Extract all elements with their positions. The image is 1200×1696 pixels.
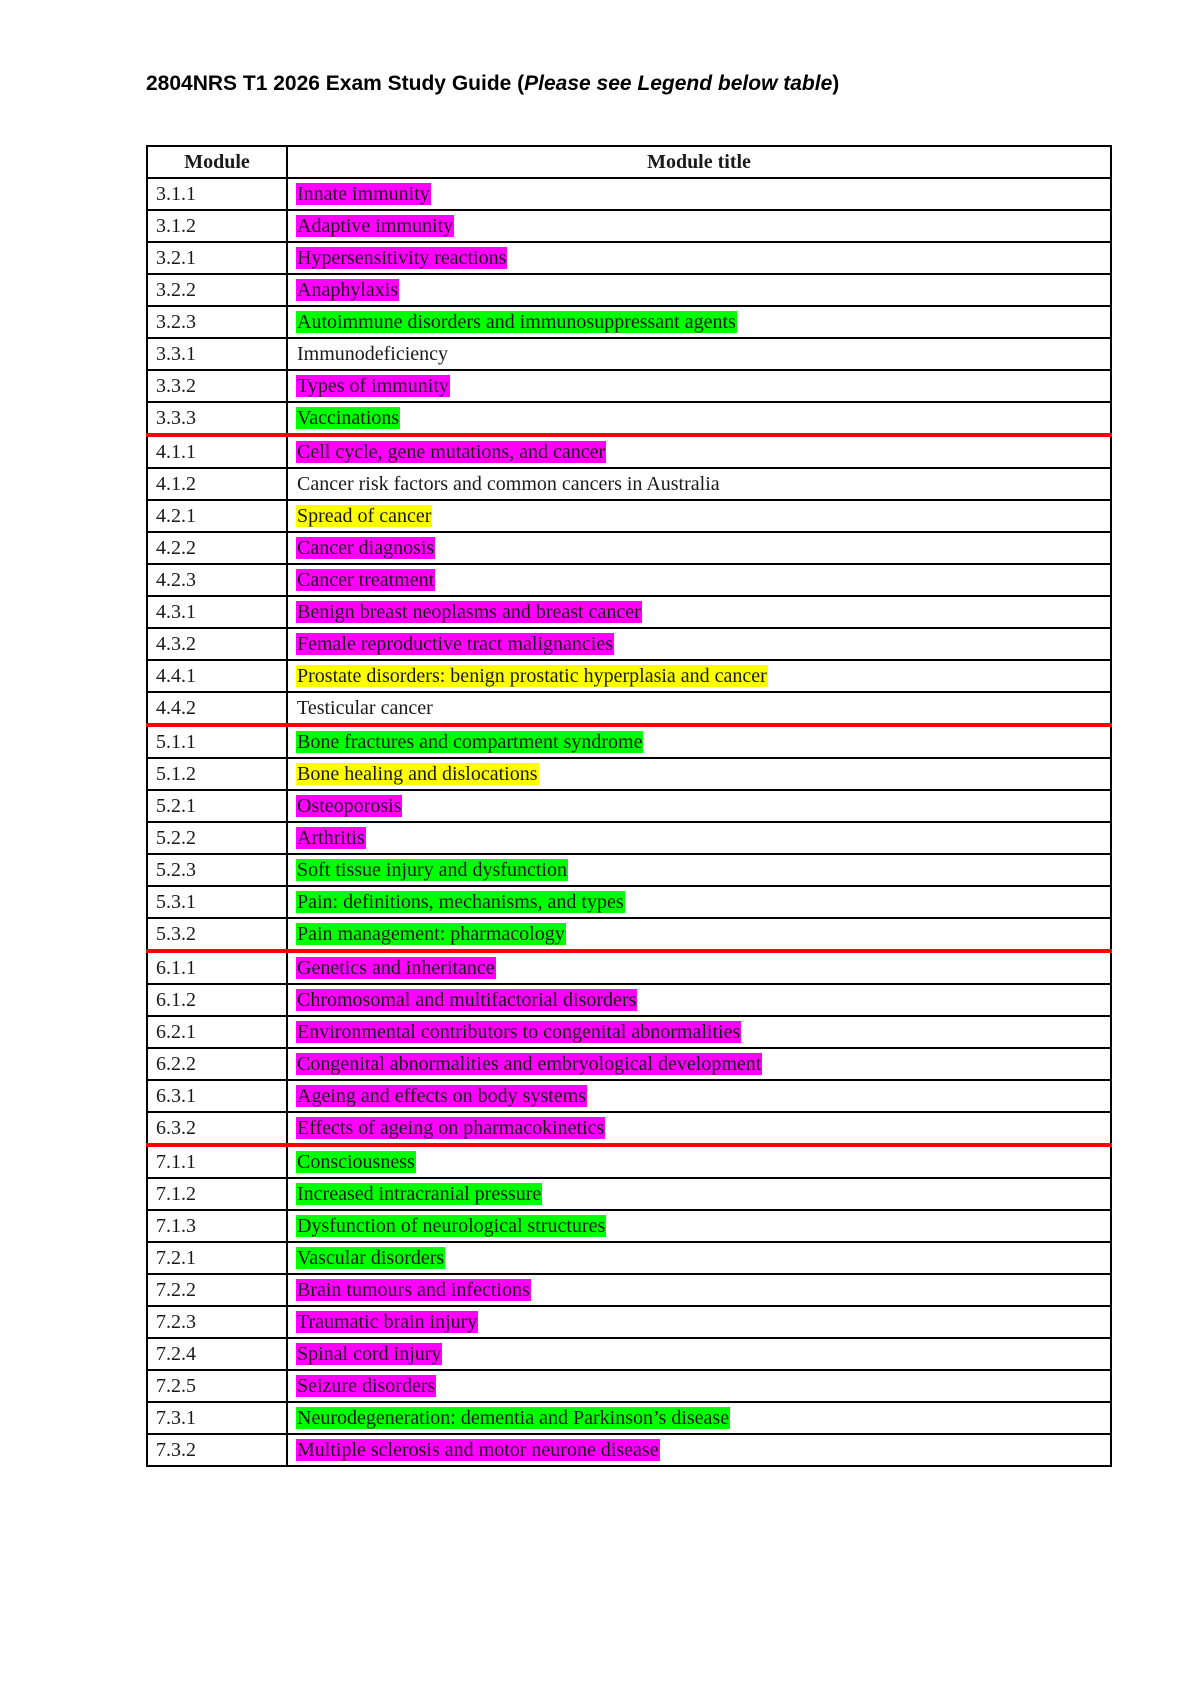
module-title-cell xyxy=(287,242,1111,274)
module-title-cell xyxy=(287,628,1111,660)
module-title-text: Traumatic brain injury xyxy=(297,1311,478,1333)
module-number-cell: 7.3.2 xyxy=(147,1434,287,1466)
module-title-cell xyxy=(287,1370,1111,1402)
table-row xyxy=(147,1402,1111,1434)
module-title-text: Seizure disorders xyxy=(297,1375,436,1397)
table-row xyxy=(147,1210,1111,1242)
module-title-text: Spread of cancer xyxy=(297,505,432,527)
module-title-cell xyxy=(287,274,1111,306)
module-title-text: Neurodegeneration: dementia and Parkinson’s disease xyxy=(297,1407,730,1429)
module-title-cell xyxy=(287,1210,1111,1242)
table-row xyxy=(147,984,1111,1016)
module-title-text: Bone healing and dislocations xyxy=(297,763,538,785)
table-row xyxy=(147,370,1111,402)
table-row xyxy=(147,338,1111,370)
module-title-cell xyxy=(287,1338,1111,1370)
module-number-cell: 4.4.1 xyxy=(147,660,287,692)
module-title-cell xyxy=(287,758,1111,790)
module-number-cell: 3.2.1 xyxy=(147,242,287,274)
module-title-text: Consciousness xyxy=(297,1151,415,1173)
table-body xyxy=(147,178,1111,1466)
module-number-cell: 3.3.2 xyxy=(147,370,287,402)
table-row xyxy=(147,1434,1111,1466)
module-title-cell xyxy=(287,1112,1111,1145)
table-row xyxy=(147,210,1111,242)
module-title-text: Multiple sclerosis and motor neurone disease xyxy=(297,1439,659,1461)
module-number-cell: 6.2.1 xyxy=(147,1016,287,1048)
module-title-text: Arthritis xyxy=(297,827,365,849)
table-row xyxy=(147,468,1111,500)
module-title-text: Vaccinations xyxy=(297,407,400,429)
module-title-text: Environmental contributors to congenital abnormalities xyxy=(297,1021,741,1043)
module-number-cell: 4.1.2 xyxy=(147,468,287,500)
table-row xyxy=(147,758,1111,790)
module-number-cell: 4.2.3 xyxy=(147,564,287,596)
title-end: ) xyxy=(832,72,840,95)
module-title-text: Soft tissue injury and dysfunction xyxy=(297,859,567,881)
module-title-cell xyxy=(287,692,1111,725)
table-row xyxy=(147,628,1111,660)
module-title-text: Innate immunity xyxy=(297,183,430,205)
module-number-cell: 3.2.3 xyxy=(147,306,287,338)
module-title-text: Pain management: pharmacology xyxy=(297,923,565,945)
table-row xyxy=(147,951,1111,984)
module-number-cell: 3.3.1 xyxy=(147,338,287,370)
module-title-cell xyxy=(287,1178,1111,1210)
module-title-cell xyxy=(287,500,1111,532)
module-title-cell xyxy=(287,1274,1111,1306)
module-title-text: Autoimmune disorders and immunosuppressant agents xyxy=(297,311,736,333)
module-title-text: Prostate disorders: benign prostatic hyperplasia and cancer xyxy=(297,665,767,687)
module-title-cell xyxy=(287,854,1111,886)
module-title-text: Pain: definitions, mechanisms, and types xyxy=(297,891,624,913)
module-title-cell xyxy=(287,1048,1111,1080)
table-row xyxy=(147,1242,1111,1274)
table-row xyxy=(147,1178,1111,1210)
module-title-cell xyxy=(287,1434,1111,1466)
table-row xyxy=(147,725,1111,758)
module-title-cell xyxy=(287,370,1111,402)
title-main: 2804NRS T1 2026 Exam Study Guide ( xyxy=(146,72,525,95)
module-title-text: Cancer diagnosis xyxy=(297,537,435,559)
module-number-cell: 7.1.2 xyxy=(147,1178,287,1210)
document-title xyxy=(146,72,839,96)
table-row xyxy=(147,1048,1111,1080)
module-title-cell xyxy=(287,1016,1111,1048)
table-row xyxy=(147,274,1111,306)
module-title-cell xyxy=(287,1306,1111,1338)
study-guide-table xyxy=(146,145,1112,1467)
module-title-text: Benign breast neoplasms and breast cancer xyxy=(297,601,641,623)
table-row xyxy=(147,692,1111,725)
module-title-text: Anaphylaxis xyxy=(297,279,399,301)
module-number-cell: 4.1.1 xyxy=(147,435,287,468)
module-title-cell xyxy=(287,178,1111,210)
module-number-cell: 5.1.2 xyxy=(147,758,287,790)
module-number-cell: 7.2.4 xyxy=(147,1338,287,1370)
module-number-cell: 7.2.3 xyxy=(147,1306,287,1338)
table-row xyxy=(147,435,1111,468)
table-row xyxy=(147,1080,1111,1112)
module-title-cell xyxy=(287,532,1111,564)
module-title-text: Congenital abnormalities and embryological development xyxy=(297,1053,762,1075)
table-row xyxy=(147,306,1111,338)
table-row xyxy=(147,1112,1111,1145)
table-row xyxy=(147,918,1111,951)
module-number-cell: 7.3.1 xyxy=(147,1402,287,1434)
table-row xyxy=(147,564,1111,596)
table-header-row xyxy=(147,146,1111,178)
module-title-cell xyxy=(287,468,1111,500)
module-title-text: Spinal cord injury xyxy=(297,1343,442,1365)
module-title-cell xyxy=(287,564,1111,596)
module-title-text: Vascular disorders xyxy=(297,1247,445,1269)
table-row xyxy=(147,1370,1111,1402)
table-row xyxy=(147,242,1111,274)
module-title-text: Testicular cancer xyxy=(297,697,433,719)
module-number-cell: 6.1.2 xyxy=(147,984,287,1016)
module-number-cell: 3.1.2 xyxy=(147,210,287,242)
module-number-cell: 7.1.1 xyxy=(147,1145,287,1178)
module-title-text: Chromosomal and multifactorial disorders xyxy=(297,989,637,1011)
module-number-cell: 5.2.1 xyxy=(147,790,287,822)
module-title-text: Brain tumours and infections xyxy=(297,1279,530,1301)
module-title-cell xyxy=(287,790,1111,822)
module-title-text: Types of immunity xyxy=(297,375,449,397)
module-title-cell xyxy=(287,1242,1111,1274)
table-row xyxy=(147,1306,1111,1338)
table-row xyxy=(147,822,1111,854)
module-title-text: Immunodeficiency xyxy=(297,343,449,365)
module-title-text: Cancer treatment xyxy=(297,569,435,591)
module-title-text: Adaptive immunity xyxy=(297,215,454,237)
module-title-cell xyxy=(287,596,1111,628)
module-title-text: Dysfunction of neurological structures xyxy=(297,1215,606,1237)
module-number-cell: 6.3.1 xyxy=(147,1080,287,1112)
table-row xyxy=(147,402,1111,435)
title-legend-note: Please see Legend below table xyxy=(524,72,833,95)
module-title-cell xyxy=(287,338,1111,370)
table-row xyxy=(147,500,1111,532)
module-title-text: Ageing and effects on body systems xyxy=(297,1085,587,1107)
module-number-cell: 3.3.3 xyxy=(147,402,287,435)
module-title-text: Hypersensitivity reactions xyxy=(297,247,507,269)
header-module-title: Module title xyxy=(287,146,1111,178)
module-number-cell: 7.1.3 xyxy=(147,1210,287,1242)
header-module: Module xyxy=(147,146,287,178)
module-number-cell: 7.2.2 xyxy=(147,1274,287,1306)
module-title-text: Bone fractures and compartment syndrome xyxy=(297,731,643,753)
module-number-cell: 7.2.1 xyxy=(147,1242,287,1274)
table-row xyxy=(147,596,1111,628)
table-row xyxy=(147,790,1111,822)
module-title-cell xyxy=(287,918,1111,951)
module-title-text: Cancer risk factors and common cancers in Australia xyxy=(297,473,720,495)
table-row xyxy=(147,178,1111,210)
module-title-cell xyxy=(287,210,1111,242)
module-title-cell xyxy=(287,1080,1111,1112)
module-title-text: Osteoporosis xyxy=(297,795,402,817)
module-title-text: Genetics and inheritance xyxy=(297,957,495,979)
module-number-cell: 4.3.1 xyxy=(147,596,287,628)
module-title-text: Female reproductive tract malignancies xyxy=(297,633,613,655)
module-number-cell: 5.3.1 xyxy=(147,886,287,918)
module-title-cell xyxy=(287,435,1111,468)
module-title-cell xyxy=(287,1402,1111,1434)
module-title-cell xyxy=(287,402,1111,435)
module-title-text: Effects of ageing on pharmacokinetics xyxy=(297,1117,605,1139)
module-number-cell: 7.2.5 xyxy=(147,1370,287,1402)
module-title-cell xyxy=(287,984,1111,1016)
module-number-cell: 3.2.2 xyxy=(147,274,287,306)
module-title-cell xyxy=(287,725,1111,758)
module-number-cell: 6.1.1 xyxy=(147,951,287,984)
module-number-cell: 5.2.2 xyxy=(147,822,287,854)
module-title-cell xyxy=(287,822,1111,854)
table-row xyxy=(147,532,1111,564)
module-number-cell: 5.1.1 xyxy=(147,725,287,758)
module-number-cell: 5.3.2 xyxy=(147,918,287,951)
module-title-cell xyxy=(287,1145,1111,1178)
module-number-cell: 4.2.1 xyxy=(147,500,287,532)
module-title-text: Cell cycle, gene mutations, and cancer xyxy=(297,441,606,463)
module-number-cell: 3.1.1 xyxy=(147,178,287,210)
module-title-cell xyxy=(287,306,1111,338)
table-row xyxy=(147,1338,1111,1370)
module-number-cell: 6.2.2 xyxy=(147,1048,287,1080)
table-row xyxy=(147,1145,1111,1178)
table-row xyxy=(147,1016,1111,1048)
module-number-cell: 4.2.2 xyxy=(147,532,287,564)
table-row xyxy=(147,886,1111,918)
module-number-cell: 5.2.3 xyxy=(147,854,287,886)
module-title-cell xyxy=(287,660,1111,692)
module-title-cell xyxy=(287,951,1111,984)
module-number-cell: 6.3.2 xyxy=(147,1112,287,1145)
table-row xyxy=(147,854,1111,886)
module-number-cell: 4.3.2 xyxy=(147,628,287,660)
module-title-text: Increased intracranial pressure xyxy=(297,1183,542,1205)
module-number-cell: 4.4.2 xyxy=(147,692,287,725)
table-row xyxy=(147,660,1111,692)
table-row xyxy=(147,1274,1111,1306)
module-title-cell xyxy=(287,886,1111,918)
